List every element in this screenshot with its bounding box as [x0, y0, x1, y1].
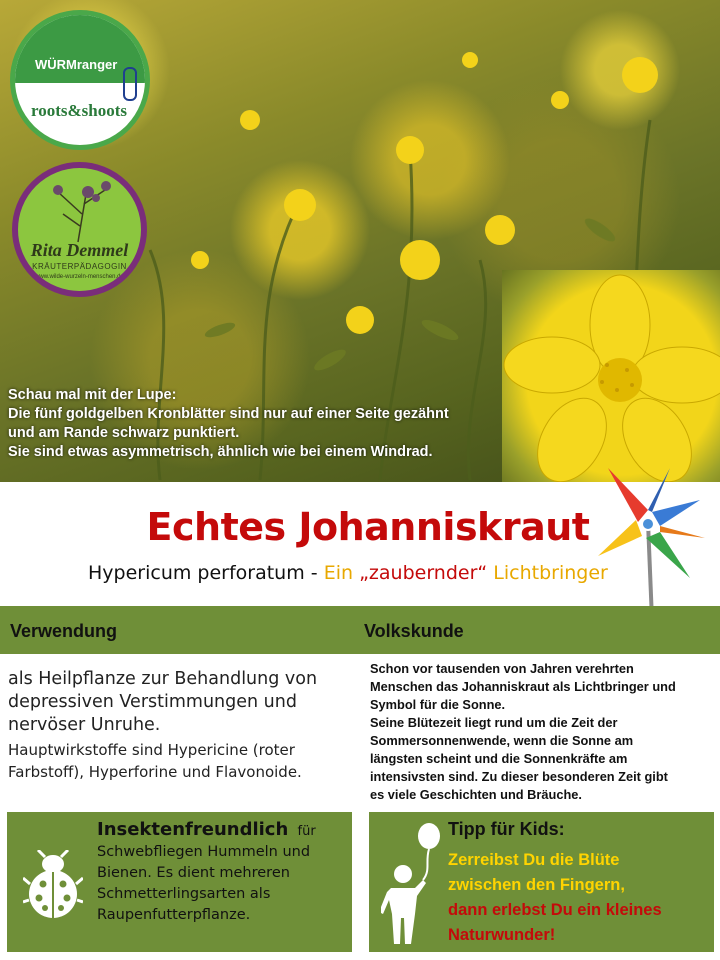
verwendung-text	[8, 668, 358, 783]
volkskunde-line: intensivsten sind. Zu dieser besonderen Zeit gibt	[370, 769, 668, 784]
volkskunde-line: es viele Geschichten und Bräuche.	[370, 787, 582, 802]
child-with-balloon-icon	[381, 822, 451, 947]
subtitle-zaubernder: „zaubernder“	[359, 562, 488, 584]
rita-demmel-url: www.wilde-wurzeln-menschen.de	[35, 274, 124, 280]
insekten-line: Raupenfutterpflanze.	[97, 907, 251, 923]
insekten-text	[97, 819, 347, 926]
verwendung-line: nervöser Unruhe.	[8, 715, 161, 735]
subtitle-lichtbringer: Lichtbringer	[487, 562, 608, 584]
tipp-text	[448, 848, 662, 948]
tipp-line: Zerreibst Du die Blüte	[448, 851, 620, 869]
insekten-line: Bienen. Es dient mehreren	[97, 865, 290, 881]
herb-drawing-icon	[18, 174, 141, 244]
verwendung-line: Hauptwirkstoffe sind Hypericine (roter	[8, 741, 295, 759]
tipp-line: dann erlebst Du ein kleines	[448, 901, 662, 919]
caption-line: Schau mal mit der Lupe:	[8, 387, 177, 403]
volkskunde-line: längsten scheint und die Sonnenkräfte am	[370, 751, 628, 766]
tipp-heading: Tipp für Kids:	[448, 819, 565, 839]
rita-demmel-subtitle: KRÄUTERPÄDAGOGIN	[32, 262, 127, 271]
volkskunde-line: Symbol für die Sonne.	[370, 697, 506, 712]
flower-closeup-illustration	[502, 270, 720, 482]
page-title: Echtes Johanniskraut	[146, 505, 590, 549]
tipp-line: zwischen den Fingern,	[448, 876, 625, 894]
insekten-fuer: für	[297, 824, 316, 839]
insekten-line: Schwebfliegen Hummeln und	[97, 844, 311, 860]
wurmranger-logo-text: WÜRMranger	[35, 57, 118, 72]
magnifier-caption	[8, 386, 508, 462]
volkskunde-heading: Volkskunde	[364, 621, 464, 641]
page-subtitle	[88, 562, 608, 584]
tipp-line: Naturwunder!	[448, 926, 556, 944]
insekten-heading: Insektenfreundlich	[97, 819, 289, 840]
volkskunde-line: Seine Blütezeit liegt rund um die Zeit der	[370, 715, 618, 730]
volkskunde-line: Sommersonnenwende, wenn die Sonne am	[370, 733, 634, 748]
verwendung-heading: Verwendung	[10, 621, 118, 641]
volkskunde-line: Schon vor tausenden von Jahren verehrten	[370, 661, 634, 676]
rita-demmel-name: Rita Demmel	[30, 240, 129, 260]
pinwheel-icon	[590, 460, 710, 620]
verwendung-line: depressiven Verstimmungen und	[8, 692, 297, 712]
volkskunde-line: Menschen das Johanniskraut als Lichtbringer und	[370, 679, 676, 694]
flower-closeup-photo	[502, 270, 720, 482]
volkskunde-text	[370, 660, 716, 804]
wurmranger-logo	[10, 10, 150, 150]
verwendung-line: Farbstoff), Hyperforine und Flavonoide.	[8, 763, 302, 781]
insekten-line: Schmetterlingsarten als	[97, 886, 271, 902]
subtitle-ein: Ein	[323, 562, 360, 584]
caption-line: Die fünf goldgelben Kronblätter sind nur auf einer Seite gezähnt	[8, 406, 449, 422]
verwendung-line: als Heilpflanze zur Behandlung von	[8, 669, 318, 689]
rita-demmel-logo	[12, 162, 147, 297]
caption-line: und am Rande schwarz punktiert.	[8, 425, 240, 441]
ladybug-icon	[23, 850, 83, 920]
latin-name: Hypericum perforatum -	[88, 562, 324, 584]
roots-shoots-logo-text: roots&shoots	[31, 101, 128, 120]
caption-line: Sie sind etwas asymmetrisch, ähnlich wie bei einem Windrad.	[8, 444, 433, 460]
